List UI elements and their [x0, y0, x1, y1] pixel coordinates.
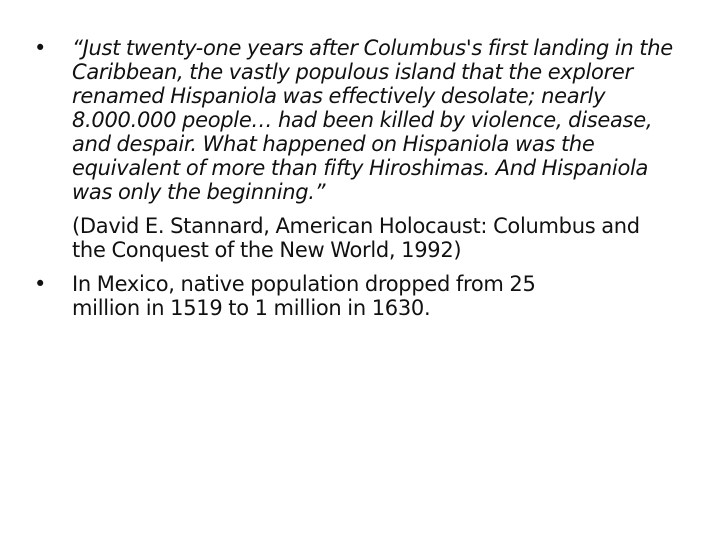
bullet-item-mexico	[30, 272, 690, 320]
mexico-population-text: In Mexico, native population dropped from 25 million in 1519 to 1 million in 1630.	[72, 272, 536, 320]
bullet-marker: •	[33, 272, 47, 296]
bullet-marker: •	[33, 36, 47, 60]
quote-citation: (David E. Stannard, American Holocaust: Columbus and the Conquest of the New World, 1992)	[72, 214, 640, 262]
stannard-quote: “Just twenty-one years after Columbus's first landing in the Caribbean, the vastly populous island that the explorer renamed Hispaniola was effectively desolate; nearly 8.000.000 people… had been killed by violence, disease, and despair. What happened on Hispaniola was the equivalent of more than fifty Hiroshimas. And Hispaniola was only the beginning.”	[72, 36, 673, 204]
bullet-list	[30, 36, 690, 320]
bullet-item-quote	[30, 36, 690, 262]
